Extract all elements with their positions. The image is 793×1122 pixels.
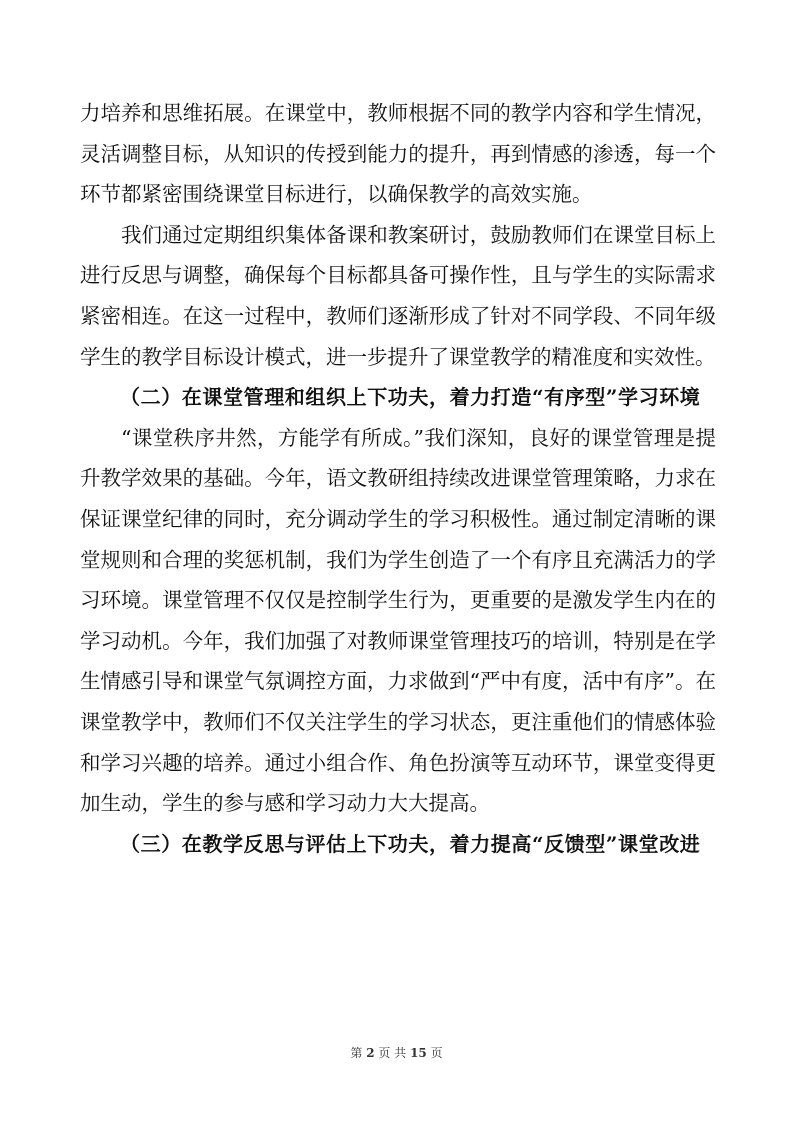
footer-suffix: 页 (430, 1046, 443, 1060)
paragraph-collective-lesson-planning: 我们通过定期组织集体备课和教案研讨，鼓励教师们在课堂目标上进行反思与调整，确保每个目标都具备可操作性，且与学生的实际需求紧密相连。在这一过程中，教师们逐渐形成了针对不同学段、不同年级学生的教学目标设计模式，进一步提升了课堂教学的精准度和实效性。 (80, 222, 716, 369)
paragraph-classroom-order: “课堂秩序井然，方能学有所成。”我们深知，良好的课堂管理是提升教学效果的基础。今年，语文教研组持续改进课堂管理策略，力求在保证课堂纪律的同时，充分调动学生的学习积极性。通过制定清晰的课堂规则和合理的奖惩机制，我们为学生创造了一个有序且充满活力的学习环境。课堂管理不仅仅是控制学生行为，更重要的是激发学生内在的学习动机。今年，我们加强了对教师课堂管理技巧的培训，特别是在学生情感引导和课堂气氛调控方面，力求做到“严中有度，活中有序”。在课堂教学中，教师们不仅关注学生的学习状态，更注重他们的情感体验和学习兴趣的培养。通过小组合作、角色扮演等互动环节，课堂变得更加生动，学生的参与感和学习动力大大提高。 (80, 425, 716, 816)
footer-total-pages: 15 (410, 1046, 427, 1060)
footer-prefix: 第 (350, 1046, 363, 1060)
paragraph-continuation: 力培养和思维拓展。在课堂中，教师根据不同的教学内容和学生情况，灵活调整目标，从知识的传授到能力的提升，再到情感的渗透，每一个环节都紧密围绕课堂目标进行，以确保教学的高效实施。 (80, 101, 716, 207)
footer-middle: 页 共 (378, 1046, 407, 1060)
document-body (80, 93, 716, 864)
page-footer (0, 1045, 793, 1061)
footer-page-number: 2 (366, 1046, 375, 1060)
section-heading-teaching-reflection: （三）在教学反思与评估上下功夫，着力提高“反馈型”课堂改进 (120, 831, 701, 856)
section-heading-classroom-management: （二）在课堂管理和组织上下功夫，着力打造“有序型”学习环境 (120, 385, 701, 410)
